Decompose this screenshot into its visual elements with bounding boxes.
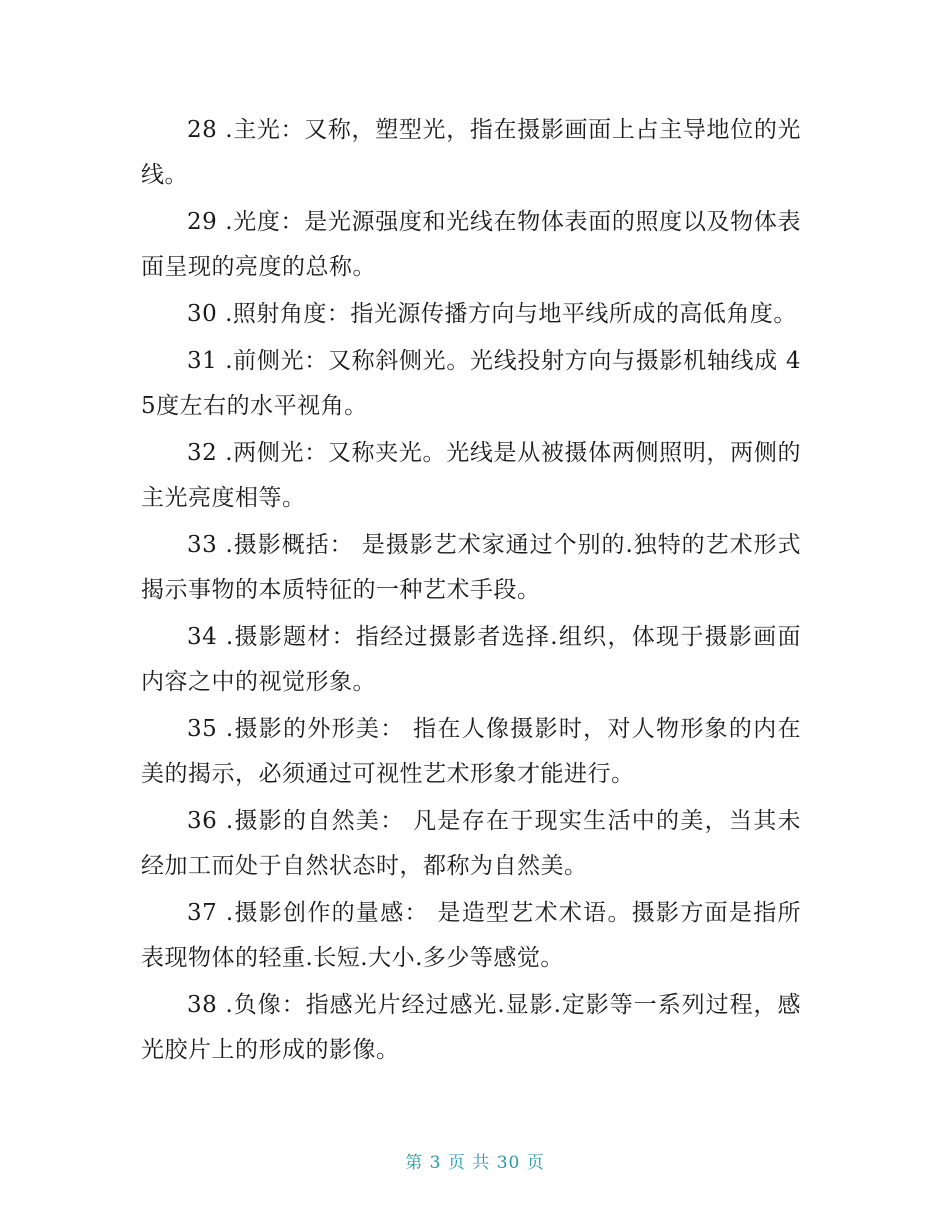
page-content [141, 108, 801, 1073]
definition-item-31: 31 .前侧光：又称斜侧光。光线投射方向与摄影机轴线成 45度左右的水平视角。 [141, 348, 801, 419]
definition-item-34: 34 .摄影题材：指经过摄影者选择.组织，体现于摄影画面内容之中的视觉形象。 [141, 624, 801, 695]
definition-item-37: 37 .摄影创作的量感： 是造型艺术术语。摄影方面是指所表现物体的轻重.长短.大小.多少等感觉。 [141, 900, 801, 971]
definition-item-36: 36 .摄影的自然美： 凡是存在于现实生活中的美，当其未经加工而处于自然状态时，都称为自然美。 [141, 808, 801, 879]
definition-item-29: 29 .光度：是光源强度和光线在物体表面的照度以及物体表面呈现的亮度的总称。 [141, 209, 801, 280]
definition-item-32: 32 .两侧光：又称夹光。光线是从被摄体两侧照明，两侧的主光亮度相等。 [141, 440, 801, 511]
definition-item-33: 33 .摄影概括： 是摄影艺术家通过个别的.独特的艺术形式揭示事物的本质特征的一种艺术手段。 [141, 532, 801, 603]
page-number-footer: 第 3 页 共 30 页 [405, 1153, 545, 1173]
definition-item-38: 38 .负像：指感光片经过感光.显影.定影等一系列过程，感光胶片上的形成的影像。 [141, 992, 801, 1063]
definition-item-35: 35 .摄影的外形美： 指在人像摄影时，对人物形象的内在美的揭示，必须通过可视性艺术形象才能进行。 [141, 716, 801, 787]
definition-item-30: 30 .照射角度：指光源传播方向与地平线所成的高低角度。 [187, 301, 797, 327]
definition-item-28: 28 .主光：又称，塑型光，指在摄影画面上占主导地位的光线。 [141, 117, 801, 188]
